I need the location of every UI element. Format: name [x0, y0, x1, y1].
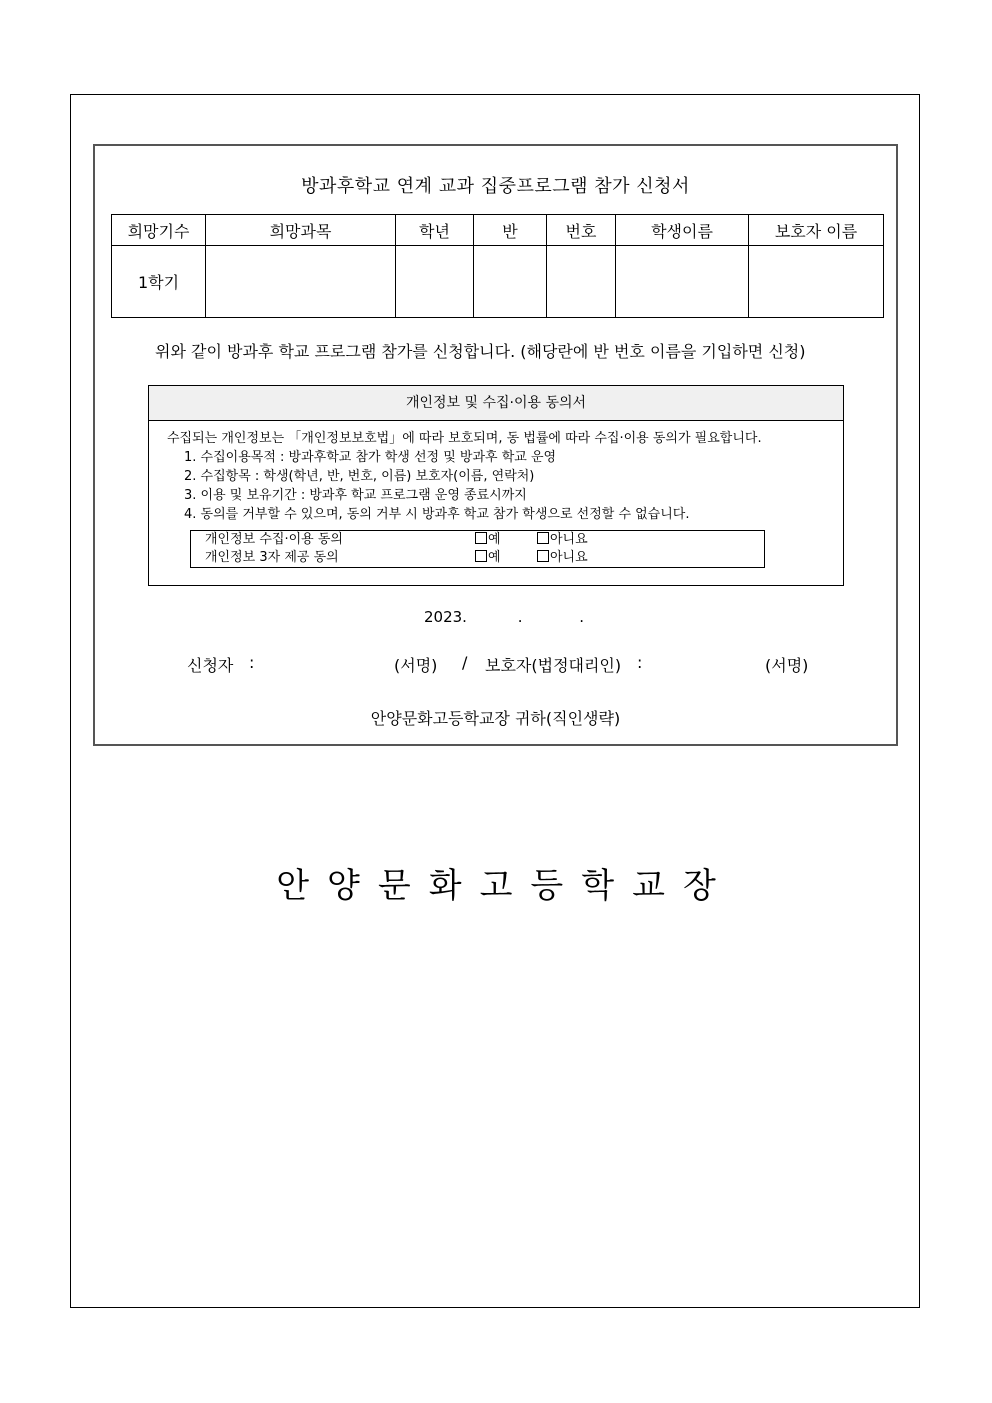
header-cell: 학생이름 [616, 215, 749, 246]
consent-check-row [191, 531, 765, 550]
date-line [424, 608, 584, 626]
consent-intro: 수집되는 개인정보는 「개인정보보호법」에 따라 보호되며, 동 법률에 따라 수집·이용 동의가 필요합니다. [167, 431, 762, 446]
class-field[interactable] [474, 246, 547, 318]
consent-section [148, 385, 844, 586]
number-field[interactable] [547, 246, 616, 318]
yes-label: 예 [488, 550, 501, 565]
consent-item: 2. 수집항목 : 학생(학년, 반, 번호, 이름) 보호자(이름, 연락처) [184, 469, 535, 484]
checkbox-icon[interactable] [475, 532, 487, 544]
no-label: 아니요 [550, 550, 588, 565]
date-year: 2023. [424, 608, 467, 626]
addressee: 안양문화고등학교장 귀하(직인생략) [370, 709, 621, 728]
student-name-field[interactable] [616, 246, 749, 318]
semester-cell: 1학기 [112, 246, 206, 318]
date-day-separator: . [579, 608, 585, 626]
consent-check-row [191, 549, 765, 568]
school-head-name: 안양문화고등학교장 [276, 866, 734, 906]
guardian-name-field[interactable] [749, 246, 884, 318]
application-table [111, 214, 884, 318]
header-cell: 학년 [396, 215, 474, 246]
header-cell: 희망기수 [112, 215, 206, 246]
checkbox-icon[interactable] [475, 550, 487, 562]
signature-divider: / [462, 653, 468, 672]
header-cell: 반 [474, 215, 547, 246]
guardian-sign-mark[interactable]: (서명) [765, 656, 809, 675]
date-month-separator: . [517, 608, 523, 626]
checkbox-icon[interactable] [537, 550, 549, 562]
application-statement: 위와 같이 방과후 학교 프로그램 참가를 신청합니다. (해당란에 반 번호 이름을 기입하면 신청) [155, 342, 806, 361]
consent-no-option[interactable] [537, 549, 765, 568]
consent-item: 3. 이용 및 보유기간 : 방과후 학교 프로그램 운영 종료시까지 [184, 488, 527, 503]
applicant-sign-mark[interactable]: (서명) [394, 656, 438, 675]
grade-field[interactable] [396, 246, 474, 318]
consent-check-table [190, 530, 765, 568]
subject-field[interactable] [206, 246, 396, 318]
yes-label: 예 [488, 532, 501, 547]
header-cell: 보호자 이름 [749, 215, 884, 246]
table-row [112, 246, 884, 318]
applicant-label: 신청자 [187, 656, 234, 675]
no-label: 아니요 [550, 532, 588, 547]
header-cell: 번호 [547, 215, 616, 246]
consent-header: 개인정보 및 수집·이용 동의서 [149, 386, 843, 421]
consent-yes-option[interactable] [475, 549, 537, 568]
guardian-label: 보호자(법정대리인) [485, 656, 622, 675]
applicant-colon: : [249, 653, 255, 672]
consent-no-option[interactable] [537, 531, 765, 550]
consent-item: 1. 수집이용목적 : 방과후학교 참가 학생 선정 및 방과후 학교 운영 [184, 450, 557, 465]
table-header-row [112, 215, 884, 246]
header-cell: 희망과목 [206, 215, 396, 246]
application-form [93, 144, 898, 746]
consent-check-label: 개인정보 수집·이용 동의 [205, 532, 343, 547]
checkbox-icon[interactable] [537, 532, 549, 544]
consent-check-label: 개인정보 3자 제공 동의 [205, 550, 339, 565]
form-title: 방과후학교 연계 교과 집중프로그램 참가 신청서 [301, 176, 690, 197]
consent-body [149, 421, 843, 568]
consent-yes-option[interactable] [475, 531, 537, 550]
guardian-colon: : [637, 653, 643, 672]
consent-item: 4. 동의를 거부할 수 있으며, 동의 거부 시 방과후 학교 참가 학생으로 선정할 수 없습니다. [184, 507, 690, 522]
